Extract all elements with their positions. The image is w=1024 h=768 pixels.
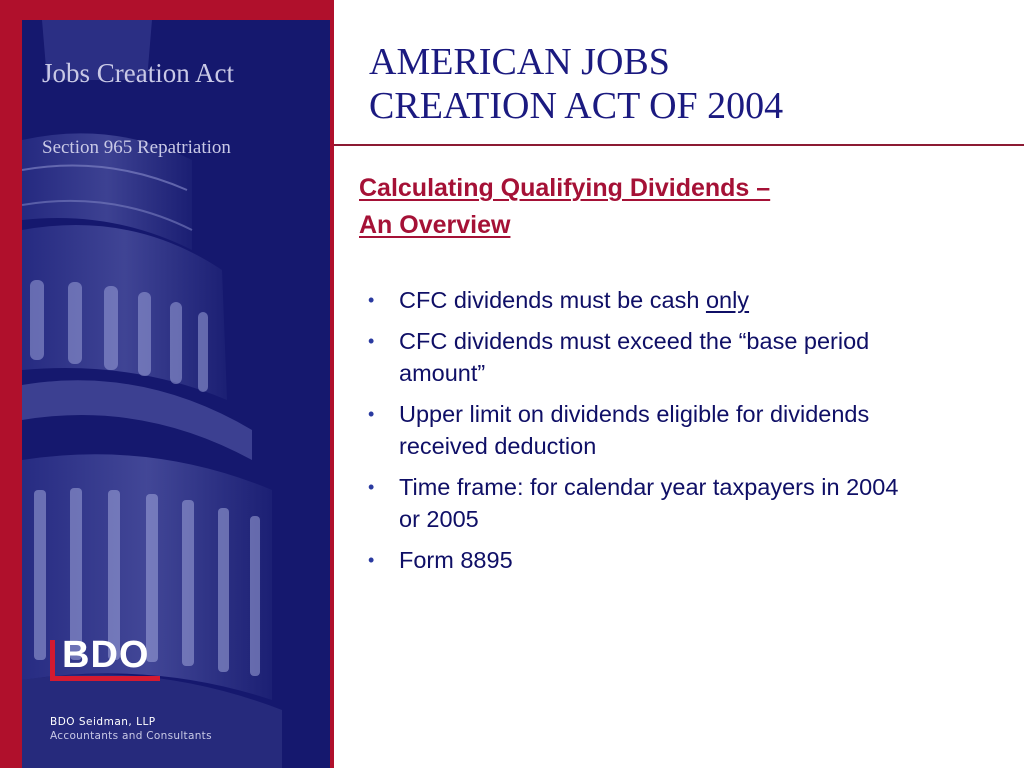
bullet-text: CFC dividends must exceed the “base period — [399, 328, 870, 354]
bullet-text: Upper limit on dividends eligible for dividends — [399, 401, 870, 427]
sidebar-top-band — [22, 0, 332, 20]
firm-name: BDO Seidman, LLP — [50, 716, 156, 728]
bullet-icon: • — [368, 290, 375, 310]
firm-tagline: Accountants and Consultants — [50, 730, 212, 742]
sidebar-right-band — [330, 0, 334, 768]
bdo-logo-text: BDO — [62, 634, 150, 676]
bullet-text-continued: amount” — [399, 360, 486, 386]
page-title-line-2: CREATION ACT OF 2004 — [369, 85, 784, 127]
section-heading-line-1: Calculating Qualifying Dividends – — [359, 174, 771, 202]
bullet-list — [368, 284, 1018, 585]
title-divider — [334, 144, 1024, 146]
bdo-logo — [50, 636, 160, 684]
sidebar-title: Jobs Creation Act — [42, 58, 234, 88]
bullet-emphasis: only — [705, 287, 750, 313]
bullet-text-continued: or 2005 — [399, 506, 479, 532]
list-item — [368, 325, 1018, 389]
bullet-icon: • — [368, 550, 375, 570]
bullet-text: CFC dividends must be cash — [399, 287, 706, 313]
bullet-icon: • — [368, 331, 375, 351]
bullet-icon: • — [368, 477, 375, 497]
left-red-strip — [0, 0, 22, 768]
list-item — [368, 398, 1018, 462]
sidebar-subtitle: Section 965 Repatriation — [42, 137, 231, 158]
list-item — [368, 544, 1018, 576]
page-title — [369, 40, 783, 128]
page-title-line-1: AMERICAN JOBS — [369, 41, 670, 83]
bullet-text-continued: received deduction — [399, 433, 597, 459]
section-heading — [359, 170, 770, 244]
bullet-icon: • — [368, 404, 375, 424]
list-item — [368, 284, 1018, 316]
list-item — [368, 471, 1018, 535]
section-heading-line-2: An Overview — [359, 211, 511, 239]
bullet-text: Time frame: for calendar year taxpayers in 2004 — [399, 474, 899, 500]
sidebar — [22, 20, 330, 768]
bullet-text: Form 8895 — [399, 547, 513, 573]
firm-branding — [50, 636, 330, 742]
